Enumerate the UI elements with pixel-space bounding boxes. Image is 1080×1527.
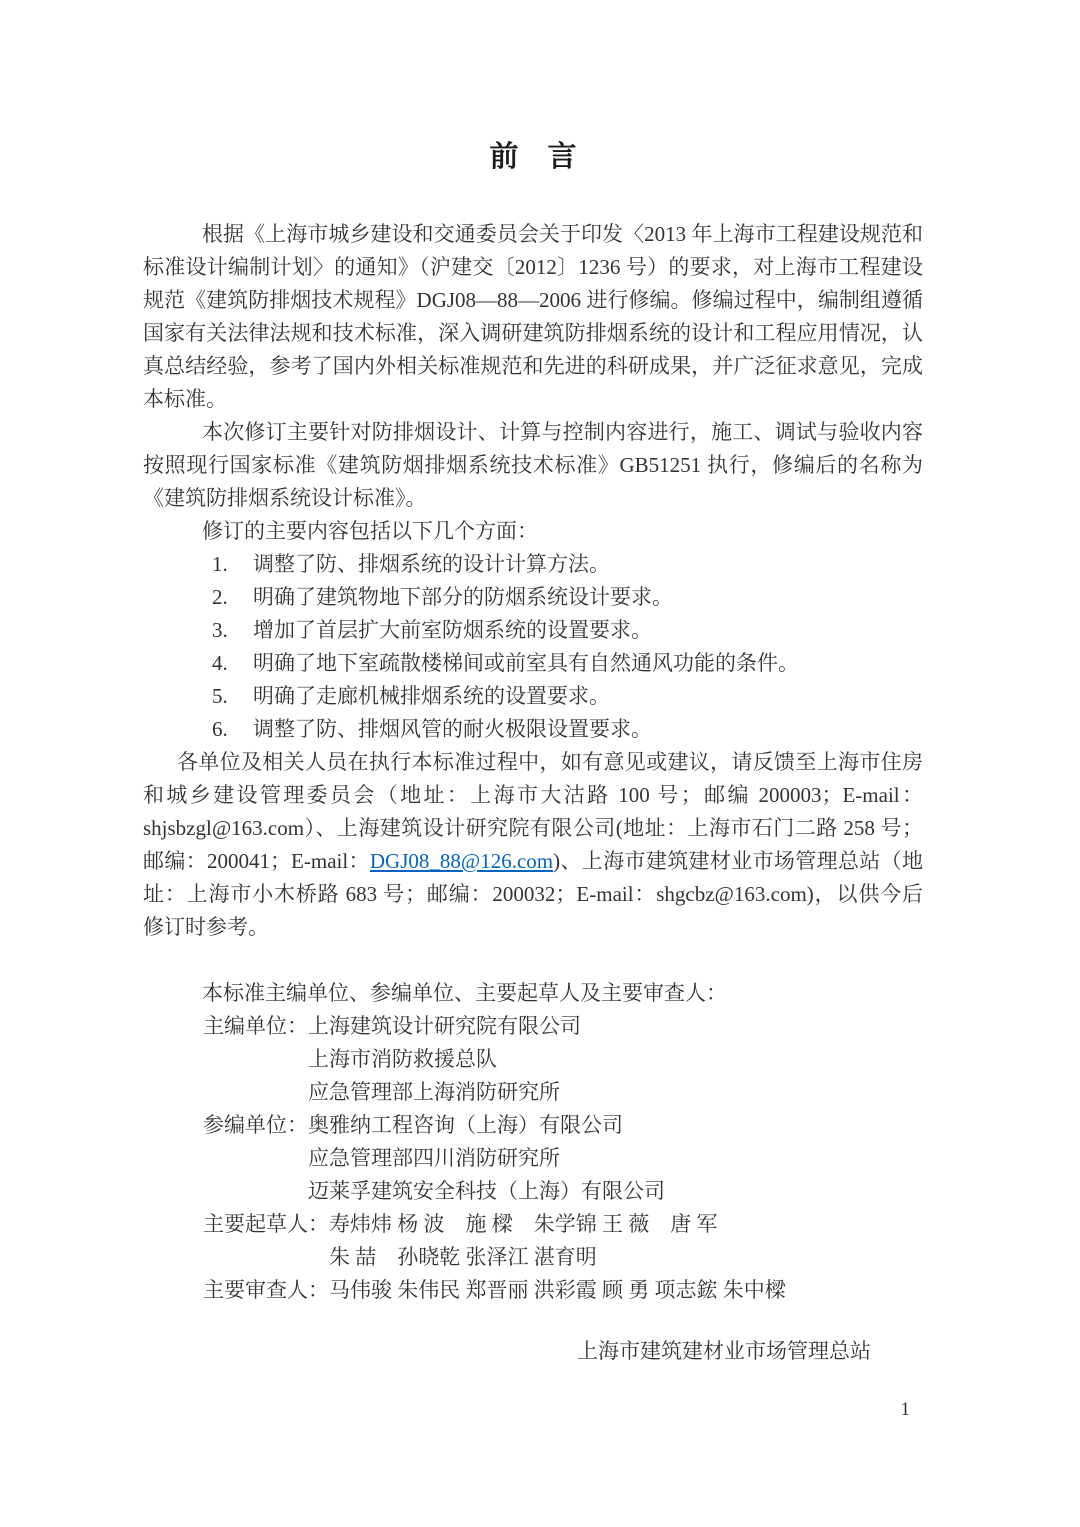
credit-row-drafters: [143, 1208, 923, 1274]
credit-value: 马伟骏 朱伟民 郑晋丽 洪彩霞 顾 勇 项志鋐 朱中樑: [329, 1278, 786, 1302]
paragraph-feedback: [143, 746, 923, 944]
list-item-text: 明确了建筑物地下部分的防烟系统设计要求。: [253, 585, 673, 609]
credit-label: 主要审查人：: [203, 1278, 329, 1302]
list-item: [143, 713, 923, 746]
list-item-number: 1.: [212, 552, 228, 576]
page-title: 前 言: [489, 141, 577, 173]
credit-value: 寿炜炜 杨 波 施 樑 朱学锦 王 薇 唐 军: [329, 1212, 718, 1236]
list-item-number: 3.: [212, 618, 228, 642]
credit-values: [329, 1274, 923, 1307]
credit-row-reviewers: [143, 1274, 923, 1307]
credit-value: 朱 喆 孙晓乾 张泽江 湛育明: [329, 1245, 597, 1269]
credit-values: [329, 1208, 923, 1274]
list-item-text: 调整了防、排烟风管的耐火极限设置要求。: [253, 717, 652, 741]
paragraph-basis: 根据《上海市城乡建设和交通委员会关于印发〈2013 年上海市工程建设规范和标准设计编制计划〉的通知》（沪建交〔2012〕1236 号）的要求，对上海市工程建设规范《建筑防排烟技术规程》DGJ08—88—2006 进行修编。修编过程中，编制组遵循国家有关法律法规和技术标准，深入调研建筑防排烟系统的设计和工程应用情况，认真总结经验，参考了国内外相关标准规范和先进的科研成果，并广泛征求意见，完成本标准。: [143, 222, 923, 411]
credit-label: 主编单位：: [203, 1014, 308, 1038]
list-item-text: 明确了走廊机械排烟系统的设置要求。: [253, 684, 610, 708]
credit-label: 参编单位：: [203, 1113, 308, 1137]
list-item-text: 增加了首层扩大前室防烟系统的设置要求。: [253, 618, 652, 642]
credit-value: 迈莱孚建筑安全科技（上海）有限公司: [308, 1179, 665, 1203]
list-item: [143, 548, 923, 581]
credit-label: 主要起草人：: [203, 1212, 329, 1236]
credit-value: 应急管理部上海消防研究所: [308, 1080, 560, 1104]
credit-value: 应急管理部四川消防研究所: [308, 1146, 560, 1170]
list-item: [143, 614, 923, 647]
list-item-number: 4.: [212, 651, 228, 675]
credit-value: 上海市消防救援总队: [308, 1047, 497, 1071]
revision-list: [143, 548, 923, 746]
feedback-text-after: )、上海市建筑建材业市场管理总站（地址：上海市小木桥路 683 号；邮编：200032；E-mail：shgcbz@163.com)，以供今后修订时参考。: [143, 849, 923, 939]
paragraph-revision-intro: 修订的主要内容包括以下几个方面：: [202, 519, 538, 543]
list-item-text: 明确了地下室疏散楼梯间或前室具有自然通风功能的条件。: [253, 651, 799, 675]
list-item: [143, 680, 923, 713]
list-item-number: 6.: [212, 717, 228, 741]
issuer-line: 上海市建筑建材业市场管理总站: [577, 1339, 871, 1363]
credit-value: 上海建筑设计研究院有限公司: [308, 1014, 581, 1038]
document-body: [143, 136, 923, 1368]
credit-row-co-editor: [143, 1109, 923, 1208]
feedback-text-before: 各单位及相关人员在执行本标准过程中，如有意见或建议，请反馈至上海市住房和城乡建设管理委员会（地址：上海市大沽路 100 号；邮编 200003；E-mail：shjsbzgl@163.com）、上海建筑设计研究院有限公司(地址：上海市石门二路 258 号；邮编：200041；E-mail：: [143, 750, 923, 873]
paragraph-revision-scope: 本次修订主要针对防排烟设计、计算与控制内容进行，施工、调试与验收内容按照现行国家标准《建筑防烟排烟系统技术标准》GB51251 执行，修编后的名称为《建筑防排烟系统设计标准》。: [143, 420, 923, 510]
credit-row-chief-editor: [143, 1010, 923, 1109]
credit-value: 奥雅纳工程咨询（上海）有限公司: [308, 1113, 623, 1137]
list-item-text: 调整了防、排烟系统的设计计算方法。: [253, 552, 610, 576]
page-number: 1: [900, 1399, 910, 1420]
paragraph-credits-intro: 本标准主编单位、参编单位、主要起草人及主要审查人：: [202, 981, 727, 1005]
email-link[interactable]: DGJ08_88@126.com: [369, 849, 554, 873]
credit-values: [308, 1010, 923, 1109]
list-item-number: 5.: [212, 684, 228, 708]
list-item-number: 2.: [212, 585, 228, 609]
credit-values: [308, 1109, 923, 1208]
list-item: [143, 647, 923, 680]
list-item: [143, 581, 923, 614]
